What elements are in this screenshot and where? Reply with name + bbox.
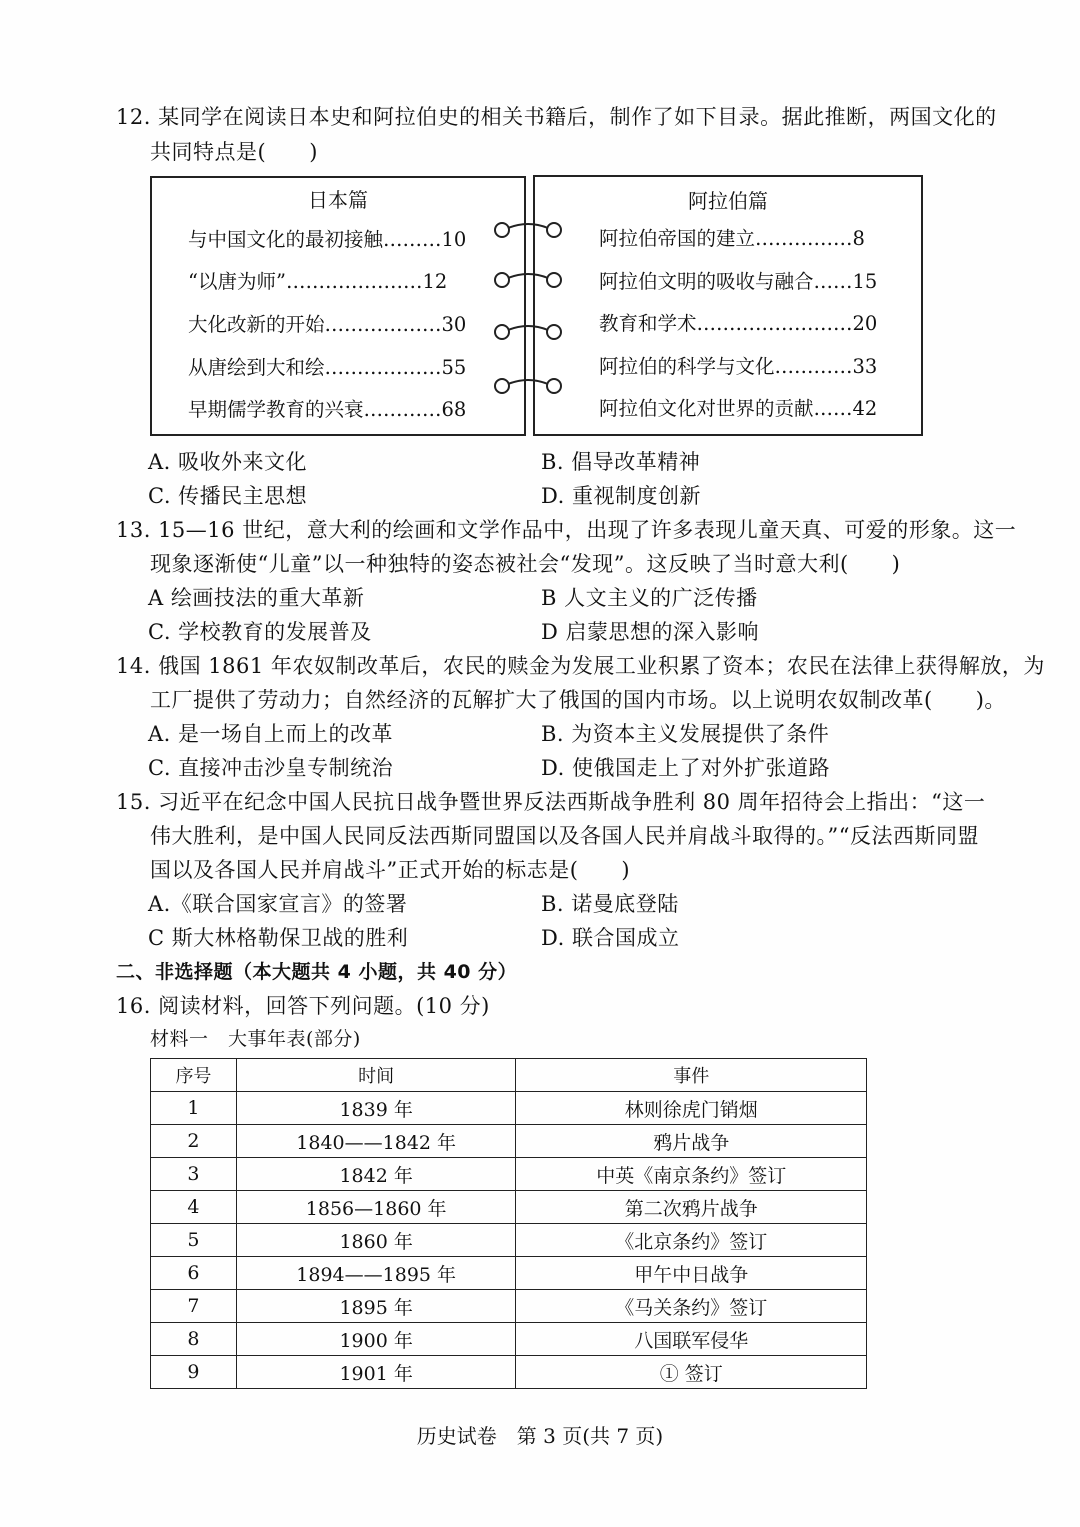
- cell-time: 1900 年: [236, 1323, 516, 1356]
- q15-option-c: C 斯大林格勒保卫战的胜利: [148, 926, 409, 950]
- cell-index: 2: [151, 1125, 237, 1158]
- cell-index: 7: [151, 1290, 237, 1323]
- page-footer: 历史试卷 第 3 页(共 7 页): [416, 1424, 664, 1448]
- japan-entry: 从唐绘到大和绘………………55: [188, 356, 467, 379]
- table-row: [151, 1092, 867, 1125]
- q14-line2: 工厂提供了劳动力；自然经济的瓦解扩大了俄国的国内市场。以上说明农奴制改革( )。: [150, 688, 1006, 712]
- q12-line1: 12. 某同学在阅读日本史和阿拉伯史的相关书籍后，制作了如下目录。据此推断，两国文化的: [116, 105, 997, 129]
- japan-entry: “以唐为师”…………………12: [188, 270, 448, 293]
- cell-event: 八国联军侵华: [516, 1323, 867, 1356]
- q15-line3: 国以及各国人民并肩战斗”正式开始的标志是( ): [150, 858, 631, 882]
- q16-material-title: 材料一 大事年表(部分): [150, 1028, 361, 1050]
- header-event: 事件: [516, 1059, 867, 1092]
- cell-event: 第二次鸦片战争: [516, 1191, 867, 1224]
- header-time: 时间: [236, 1059, 516, 1092]
- cell-index: 4: [151, 1191, 237, 1224]
- cell-time: 1895 年: [236, 1290, 516, 1323]
- q13-line1: 13. 15—16 世纪，意大利的绘画和文学作品中，出现了许多表现儿童天真、可爱的形象。这一: [116, 518, 1017, 542]
- cell-index: 1: [151, 1092, 237, 1125]
- japan-directory-title: 日本篇: [308, 188, 368, 212]
- q12-line2: 共同特点是( ): [150, 140, 318, 164]
- q15-option-d: D. 联合国成立: [541, 926, 680, 950]
- table-row: [151, 1224, 867, 1257]
- japan-entry: 与中国文化的最初接触………10: [188, 228, 467, 251]
- arab-directory-title: 阿拉伯篇: [688, 189, 768, 213]
- cell-time: 1856—1860 年: [236, 1191, 516, 1224]
- q13-option-b: B 人文主义的广泛传播: [541, 586, 758, 610]
- q14-option-b: B. 为资本主义发展提供了条件: [541, 722, 830, 746]
- cell-time: 1894——1895 年: [236, 1257, 516, 1290]
- cell-event: 《马关条约》签订: [516, 1290, 867, 1323]
- arab-entry: 阿拉伯文化对世界的贡献……42: [599, 397, 878, 420]
- section-heading: 二、非选择题（本大题共 4 小题，共 40 分）: [116, 961, 518, 983]
- cell-index: 5: [151, 1224, 237, 1257]
- cell-time: 1860 年: [236, 1224, 516, 1257]
- q15-option-b: B. 诺曼底登陆: [541, 892, 679, 916]
- cell-time: 1840——1842 年: [236, 1125, 516, 1158]
- q13-option-d: D 启蒙思想的深入影响: [541, 620, 760, 644]
- table-row: [151, 1191, 867, 1224]
- q15-line2: 伟大胜利，是中国人民同反法西斯同盟国以及各国人民并肩战斗取得的。”“反法西斯同盟: [150, 824, 979, 848]
- japan-entry: 早期儒学教育的兴衰…………68: [188, 398, 467, 421]
- table-row: [151, 1356, 867, 1389]
- cell-event: 中英《南京条约》签订: [516, 1158, 867, 1191]
- japan-entry: 大化改新的开始………………30: [188, 313, 467, 336]
- q14-option-c: C. 直接冲击沙皇专制统治: [148, 756, 394, 780]
- q14-option-a: A. 是一场自上而上的改革: [148, 722, 394, 746]
- q16-line1: 16. 阅读材料，回答下列问题。(10 分): [116, 994, 490, 1018]
- arab-directory-box: [533, 175, 923, 436]
- arab-entry: 阿拉伯帝国的建立……………8: [599, 227, 865, 250]
- arab-entry: 阿拉伯的科学与文化…………33: [599, 355, 878, 378]
- q15-option-a: A.《联合国家宣言》的签署: [148, 892, 408, 916]
- q13-option-a: A 绘画技法的重大革新: [148, 586, 365, 610]
- table-row: [151, 1257, 867, 1290]
- q14-line1: 14. 俄国 1861 年农奴制改革后，农民的赎金为发展工业积累了资本；农民在法律上获得解放，为: [116, 654, 1045, 678]
- cell-index: 6: [151, 1257, 237, 1290]
- q15-line1: 15. 习近平在纪念中国人民抗日战争暨世界反法西斯战争胜利 80 周年招待会上指出：“这一: [116, 790, 986, 814]
- cell-event: 《北京条约》签订: [516, 1224, 867, 1257]
- q12-option-b: B. 倡导改革精神: [541, 450, 701, 474]
- cell-index: 3: [151, 1158, 237, 1191]
- cell-event: 鸦片战争: [516, 1125, 867, 1158]
- cell-index: 8: [151, 1323, 237, 1356]
- table-row: [151, 1125, 867, 1158]
- cell-time: 1842 年: [236, 1158, 516, 1191]
- cell-index: 9: [151, 1356, 237, 1389]
- q13-line2: 现象逐渐使“儿童”以一种独特的姿态被社会“发现”。这反映了当时意大利( ): [150, 552, 901, 576]
- events-table: [150, 1058, 867, 1389]
- cell-time: 1901 年: [236, 1356, 516, 1389]
- header-index: 序号: [151, 1059, 237, 1092]
- table-header-row: [151, 1059, 867, 1092]
- table-row: [151, 1290, 867, 1323]
- cell-event: ① 签订: [516, 1356, 867, 1389]
- cell-time: 1839 年: [236, 1092, 516, 1125]
- table-row: [151, 1158, 867, 1191]
- q12-option-a: A. 吸收外来文化: [148, 450, 308, 474]
- q12-option-c: C. 传播民主思想: [148, 484, 308, 508]
- japan-directory-box: [150, 176, 526, 436]
- cell-event: 甲午中日战争: [516, 1257, 867, 1290]
- arab-entry: 阿拉伯文明的吸收与融合……15: [599, 270, 878, 293]
- table-row: [151, 1323, 867, 1356]
- arab-entry: 教育和学术……………………20: [599, 312, 878, 335]
- cell-event: 林则徐虎门销烟: [516, 1092, 867, 1125]
- q13-option-c: C. 学校教育的发展普及: [148, 620, 372, 644]
- binder-rings-icon: [488, 210, 568, 410]
- q14-option-d: D. 使俄国走上了对外扩张道路: [541, 756, 830, 780]
- q12-option-d: D. 重视制度创新: [541, 484, 701, 508]
